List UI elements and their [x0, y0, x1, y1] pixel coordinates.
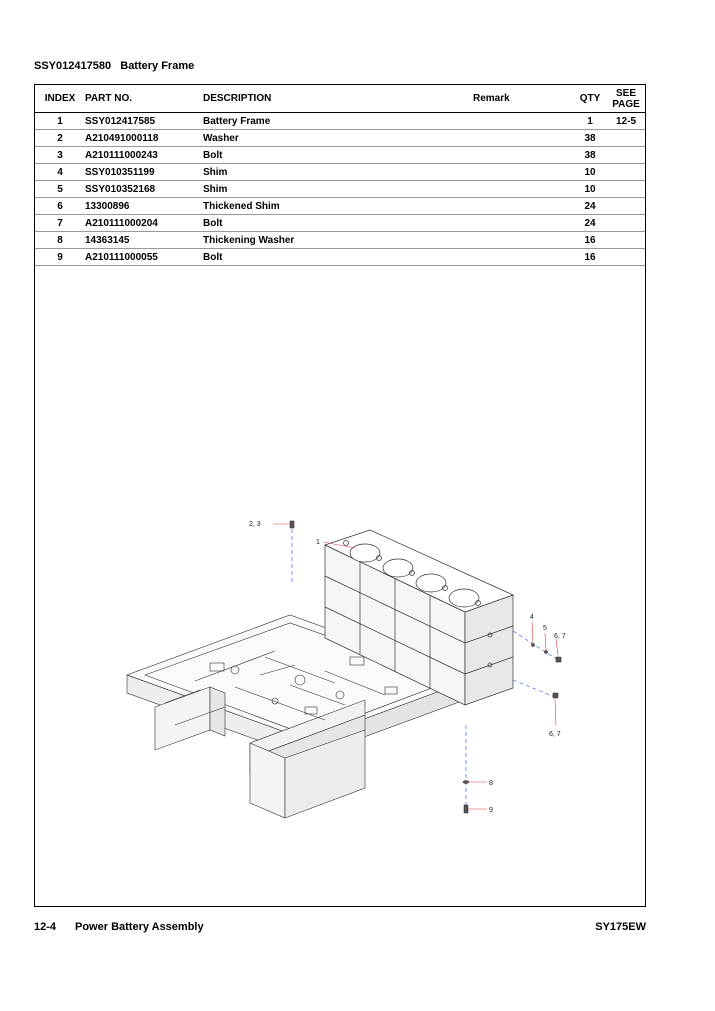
callout-4: 4	[530, 614, 534, 621]
part-no-cell: SSY010352168	[85, 181, 203, 198]
assembly-title: Battery Frame	[120, 60, 195, 72]
index-cell: 7	[35, 215, 85, 232]
description-cell: Shim	[203, 181, 473, 198]
callout-8: 8	[489, 780, 493, 787]
remark-cell	[473, 198, 573, 215]
table-row	[35, 232, 645, 249]
qty-cell: 10	[573, 164, 607, 181]
part-no-cell: SSY012417585	[85, 113, 203, 130]
remark-cell	[473, 130, 573, 147]
parts-table-body	[35, 113, 645, 266]
part-no-cell: A210111000204	[85, 215, 203, 232]
table-row	[35, 164, 645, 181]
qty-cell: 24	[573, 215, 607, 232]
col-remark-header: Remark	[473, 85, 573, 113]
description-cell: Thickened Shim	[203, 198, 473, 215]
col-qty-header: QTY	[573, 85, 607, 113]
description-cell: Bolt	[203, 249, 473, 266]
col-description-header: DESCRIPTION	[203, 85, 473, 113]
table-row	[35, 215, 645, 232]
see-label: SEE	[615, 87, 636, 99]
battery-frame-exploded-diagram	[115, 425, 585, 835]
see-page-cell	[607, 147, 645, 164]
remark-cell	[473, 147, 573, 164]
index-cell: 9	[35, 249, 85, 266]
col-see-page-header	[607, 85, 645, 113]
description-cell: Battery Frame	[203, 113, 473, 130]
table-row	[35, 147, 645, 164]
see-page-cell	[607, 249, 645, 266]
col-index-header: INDEX	[35, 85, 85, 113]
remark-cell	[473, 249, 573, 266]
remark-cell	[473, 113, 573, 130]
page-title	[34, 60, 194, 72]
qty-cell: 38	[573, 130, 607, 147]
see-page-cell	[607, 181, 645, 198]
part-no-cell: A210111000055	[85, 249, 203, 266]
part-no-cell: 14363145	[85, 232, 203, 249]
qty-cell: 16	[573, 232, 607, 249]
assembly-code: SSY012417580	[34, 60, 112, 72]
description-cell: Shim	[203, 164, 473, 181]
part-no-cell: A210111000243	[85, 147, 203, 164]
table-header-row	[35, 85, 645, 113]
remark-cell	[473, 232, 573, 249]
parts-frame	[34, 84, 646, 907]
callout-5: 5	[543, 625, 547, 632]
see-page-cell: 12-5	[607, 113, 645, 130]
part-no-cell: SSY010351199	[85, 164, 203, 181]
index-cell: 4	[35, 164, 85, 181]
index-cell: 3	[35, 147, 85, 164]
table-row	[35, 249, 645, 266]
description-cell: Bolt	[203, 215, 473, 232]
callout-6-7-lower: 6, 7	[549, 731, 561, 738]
qty-cell: 16	[573, 249, 607, 266]
description-cell: Washer	[203, 130, 473, 147]
table-row	[35, 181, 645, 198]
see-page-cell	[607, 198, 645, 215]
remark-cell	[473, 181, 573, 198]
remark-cell	[473, 215, 573, 232]
remark-cell	[473, 164, 573, 181]
part-no-cell: 13300896	[85, 198, 203, 215]
col-part-no-header: PART NO.	[85, 85, 203, 113]
callout-9: 9	[489, 807, 493, 814]
index-cell: 1	[35, 113, 85, 130]
page-label: PAGE	[612, 98, 640, 110]
qty-cell: 38	[573, 147, 607, 164]
qty-cell: 10	[573, 181, 607, 198]
qty-cell: 1	[573, 113, 607, 130]
parts-table	[35, 85, 645, 266]
table-row	[35, 113, 645, 130]
footer-model: SY175EW	[595, 921, 646, 933]
see-page-cell	[607, 164, 645, 181]
table-row	[35, 198, 645, 215]
description-cell: Thickening Washer	[203, 232, 473, 249]
index-cell: 2	[35, 130, 85, 147]
index-cell: 8	[35, 232, 85, 249]
footer-page-number: 12-4	[34, 921, 57, 933]
see-page-cell	[607, 232, 645, 249]
see-page-cell	[607, 130, 645, 147]
callout-1: 1	[316, 539, 320, 546]
callout-2-3: 2, 3	[249, 521, 261, 528]
see-page-cell	[607, 215, 645, 232]
part-no-cell: A210491000118	[85, 130, 203, 147]
callout-6-7-upper: 6, 7	[554, 633, 566, 640]
description-cell: Bolt	[203, 147, 473, 164]
footer-section-title: Power Battery Assembly	[75, 921, 204, 933]
index-cell: 6	[35, 198, 85, 215]
qty-cell: 24	[573, 198, 607, 215]
index-cell: 5	[35, 181, 85, 198]
table-row	[35, 130, 645, 147]
